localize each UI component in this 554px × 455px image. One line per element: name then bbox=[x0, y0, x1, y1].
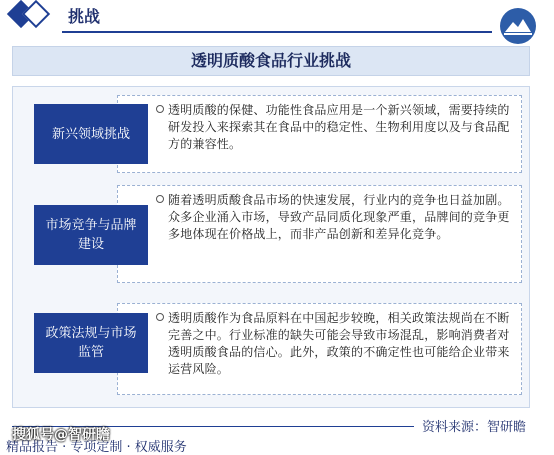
challenge-label: 政策法规与市场监管 bbox=[34, 313, 148, 373]
footer-tagline: 精品报告 · 专项定制 · 权威服务 bbox=[6, 440, 187, 455]
challenge-description: 随着透明质酸食品市场的快速发展，行业内的竞争也日益加剧。众多企业涌入市场，导致产品同质化现象严重，品牌间的竞争更多地体现在价格战上，而非产品创新和差异化竞争。 bbox=[168, 193, 510, 241]
challenge-description-box bbox=[117, 303, 522, 395]
header-divider bbox=[62, 31, 492, 33]
bullet-icon bbox=[156, 313, 164, 321]
section-title: 挑战 bbox=[68, 7, 101, 26]
challenge-description: 透明质酸的保健、功能性食品应用是一个新兴领域，需要持续的研发投入来探索其在食品中的稳定性、生物利用度以及与食品配方的兼容性。 bbox=[168, 103, 510, 151]
challenge-description-box bbox=[117, 95, 522, 173]
challenge-description: 透明质酸作为食品原料在中国起步较晚，相关政策法规尚在不断完善之中。行业标准的缺失可能会导致市场混乱，影响消费者对透明质酸食品的信心。此外，政策的不确定性也可能给企业带来运营风险。 bbox=[168, 311, 510, 376]
challenges-panel bbox=[12, 86, 530, 408]
challenge-description-box bbox=[117, 185, 522, 283]
data-source: 资料来源：智研瞻 bbox=[422, 420, 527, 435]
challenge-label: 市场竞争与品牌建设 bbox=[34, 205, 148, 265]
challenge-label: 新兴领域挑战 bbox=[34, 104, 148, 164]
page-title: 透明质酸食品行业挑战 bbox=[12, 46, 530, 76]
bullet-icon bbox=[156, 105, 164, 113]
brand-logo-icon bbox=[500, 8, 536, 44]
bullet-icon bbox=[156, 195, 164, 203]
watermark: 搜狐号@智研瞻 bbox=[12, 427, 110, 443]
